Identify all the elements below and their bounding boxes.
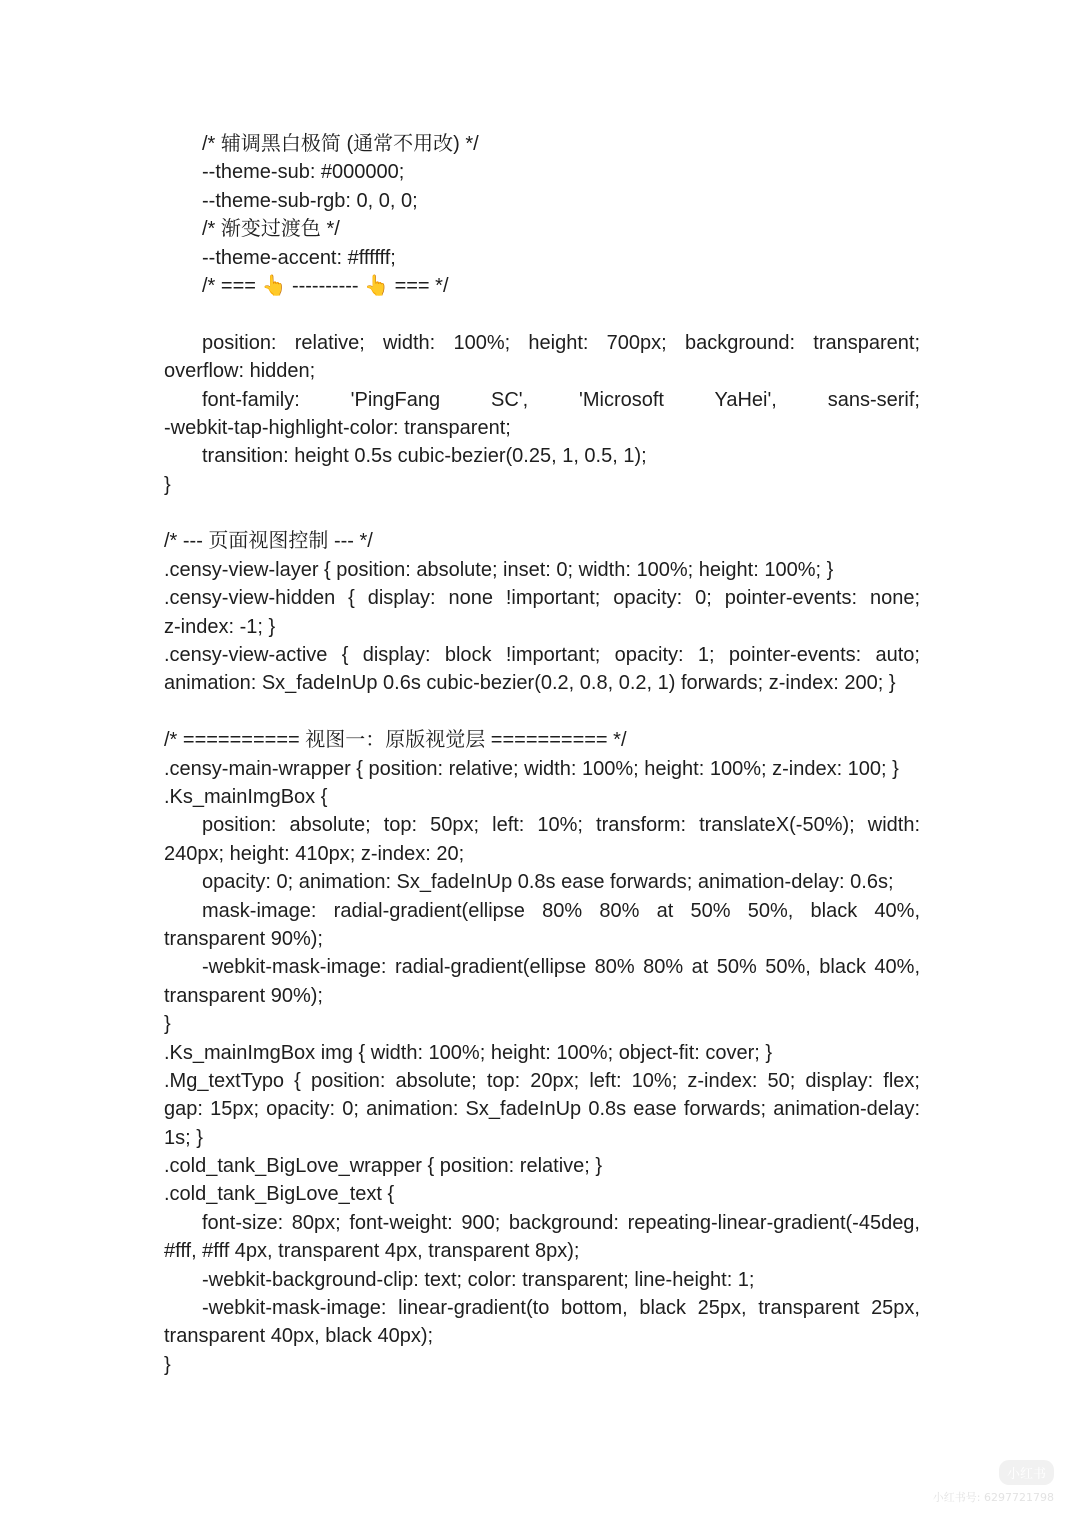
code-line: --theme-sub: #000000; <box>202 161 405 184</box>
code-line: -webkit-mask-image: linear-gradient(to bottom, black 25px, transparent 25px, <box>202 1297 920 1320</box>
code-line: .cold_tank_BigLove_text { <box>164 1183 395 1206</box>
code-line: transition: height 0.5s cubic-bezier(0.25, 1, 0.5, 1); <box>202 445 647 468</box>
code-line: transparent 90%); <box>164 984 323 1007</box>
watermark-id: 小红书号: 6297721798 <box>932 1491 1054 1504</box>
code-line: animation: Sx_fadeInUp 0.6s cubic-bezier(0.2, 0.8, 0.2, 1) forwards; z-index: 200; } <box>164 672 896 695</box>
code-line: z-index: -1; } <box>164 615 276 638</box>
code-line: #fff, #fff 4px, transparent 4px, transparent 8px); <box>164 1240 580 1263</box>
watermark-logo: 小红书 <box>999 1460 1054 1485</box>
code-document <box>164 130 920 1379</box>
code-line: opacity: 0; animation: Sx_fadeInUp 0.8s ease forwards; animation-delay: 0.6s; <box>202 871 894 894</box>
code-line: .Ks_mainImgBox { <box>164 785 328 808</box>
code-line: } <box>164 1013 171 1036</box>
code-line: transparent 40px, black 40px); <box>164 1325 434 1348</box>
code-line: .cold_tank_BigLove_wrapper { position: relative; } <box>164 1155 603 1178</box>
code-line: --theme-sub-rgb: 0, 0, 0; <box>202 189 418 212</box>
code-line: overflow: hidden; <box>164 360 316 383</box>
code-line: /* ========== 视图一：原版视觉层 ========== */ <box>164 729 627 752</box>
code-line: /* 渐变过渡色 */ <box>202 218 340 241</box>
code-line: -webkit-mask-image: radial-gradient(ellipse 80% 80% at 50% 50%, black 40%, <box>202 956 920 979</box>
code-line: /* 辅调黑白极简 (通常不用改) */ <box>202 133 479 155</box>
code-line: -webkit-tap-highlight-color: transparent; <box>164 416 511 439</box>
code-line: .censy-main-wrapper { position: relative; width: 100%; height: 100%; z-index: 100; } <box>164 757 899 780</box>
code-line: mask-image: radial-gradient(ellipse 80% 80% at 50% 50%, black 40%, <box>202 899 920 922</box>
code-line: -webkit-background-clip: text; color: transparent; line-height: 1; <box>202 1268 755 1291</box>
code-line: 240px; height: 410px; z-index: 20; <box>164 842 465 865</box>
code-line: gap: 15px; opacity: 0; animation: Sx_fadeInUp 0.8s ease forwards; animation-delay: <box>164 1098 920 1121</box>
code-line: } <box>164 473 171 496</box>
code-line: font-size: 80px; font-weight: 900; background: repeating-linear-gradient(-45deg, <box>202 1211 920 1234</box>
code-line: } <box>164 1353 171 1376</box>
code-line: position: absolute; top: 50px; left: 10%; transform: translateX(-50%); width: <box>202 814 920 837</box>
blank-line <box>164 499 920 527</box>
blank-line <box>164 698 920 726</box>
code-line: .censy-view-hidden { display: none !important; opacity: 0; pointer-events: none; <box>164 587 920 610</box>
code-line: --theme-accent: #ffffff; <box>202 246 396 269</box>
watermark <box>933 1460 1054 1505</box>
code-line: .censy-view-active { display: block !important; opacity: 1; pointer-events: auto; <box>164 644 920 667</box>
code-line: font-family: 'PingFang SC', 'Microsoft YaHei', sans-serif; <box>202 388 920 411</box>
code-line: position: relative; width: 100%; height: 700px; background: transparent; <box>202 331 920 354</box>
blank-line <box>164 300 920 328</box>
code-line: .Ks_mainImgBox img { width: 100%; height: 100%; object-fit: cover; } <box>164 1041 773 1064</box>
code-line: /* --- 页面视图控制 --- */ <box>164 530 373 553</box>
code-line: transparent 90%); <box>164 927 323 950</box>
code-line: 1s; } <box>164 1126 203 1149</box>
code-line: /* === 👆 ---------- 👆 === */ <box>202 274 449 297</box>
code-line: .censy-view-layer { position: absolute; inset: 0; width: 100%; height: 100%; } <box>164 558 834 581</box>
code-line: .Mg_textTypo { position: absolute; top: 20px; left: 10%; z-index: 50; display: flex; <box>164 1069 920 1092</box>
